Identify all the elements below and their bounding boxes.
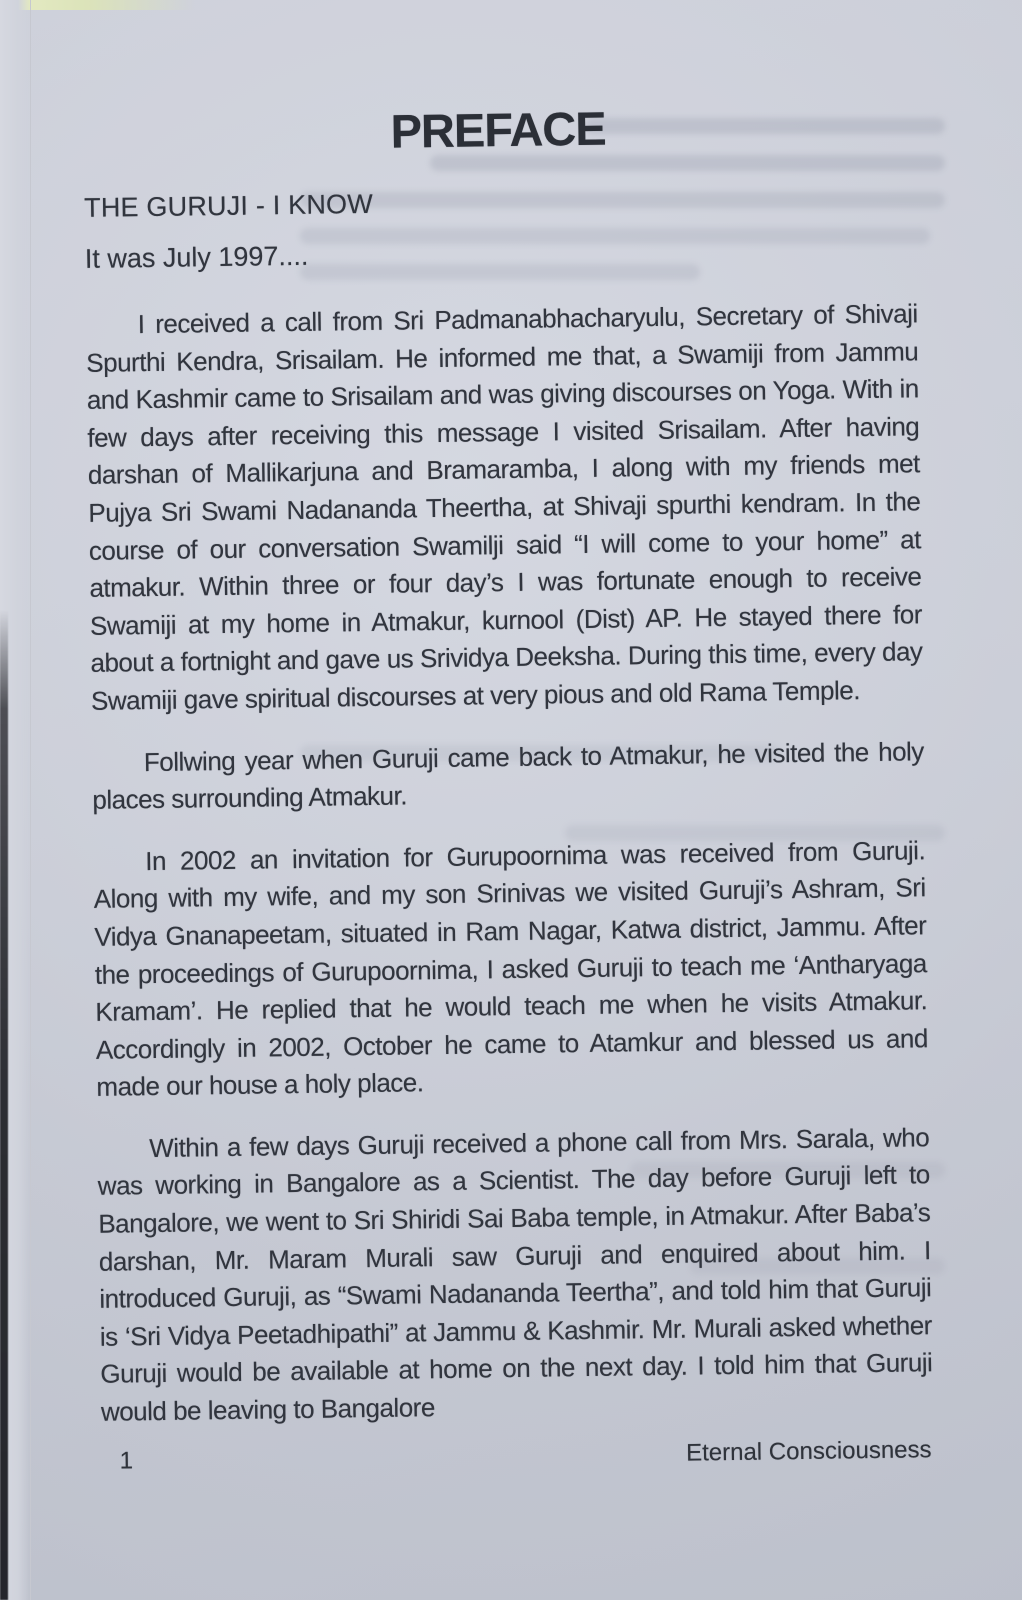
paragraph: Follwing year when Guruji came back to Atmakur, he visited the holy places surrounding Atmakur. <box>92 735 925 815</box>
paragraph: In 2002 an invitation for Gurupoornima was received from Guruji. Along with my wife, and my son Srinivas we visited Guruji’s Ashram, Sri Vidya Gnanapeetam, situated in Ram Nagar, Katwa district, Jammu. After the proceedings of Gurupoornima, I asked Guruji to teach me ‘Antharyaga Kramam’. He replied that he would teach me when he visits Atmakur. Accordingly in 2002, October he came to Atamkur and blessed us and made our house a holy place. <box>93 834 929 1103</box>
paragraph: I received a call from Sri Padmanabhacharyulu, Secretary of Shivaji Spurthi Kendra, Srisailam. He informed me that, a Swamiji from Jammu and Kashmir came to Srisailam and was giving discourses on Yoga. With in few days after receiving this message I visited Srisailam. After having darshan of Mallikarjuna and Bramaramba, I along with my friends met Pujya Sri Swami Nadananda Theertha, at Shivaji spurthi kendram. In the course of our conversation Swamilji said “I will come to your home” at atmakur. Within three or four day’s I was fortunate enough to receive Swamiji at my home in Atmakur, kurnool (Dist) AP. He stayed there for about a fortnight and gave us Srividya Deeksha. During this time, every day Swamiji gave spiritual discourses at very pious and old Rama Temple. <box>86 298 923 716</box>
opening-line: It was July 1997.... <box>84 240 309 274</box>
section-heading: THE GURUJI - I KNOW <box>83 188 374 223</box>
page-title: PREFACE <box>390 101 606 158</box>
page-footer <box>9 1435 1022 1477</box>
running-title: Eternal Consciousness <box>685 1436 932 1467</box>
paragraph-list <box>0 294 1022 1433</box>
paragraph: Within a few days Guruji received a phone call from Mrs. Sarala, who was working in Bangalore as a Scientist. The day before Guruji left to Bangalore, we went to Sri Shiridi Sai Baba temple, in Atmakur. After Baba’s darshan, Mr. Maram Murali saw Guruji and enquired about him. I introduced Guruji, as “Swami Nadananda Teertha”, and told him that Guruji is ‘Sri Vidya Peetadhipathi” at Jammu & Kashmir. Mr. Murali asked whether Guruji would be available at home on the next day. I told him that Guruji would be leaving to Bangalore <box>97 1122 933 1427</box>
page-number: 1 <box>119 1447 134 1475</box>
